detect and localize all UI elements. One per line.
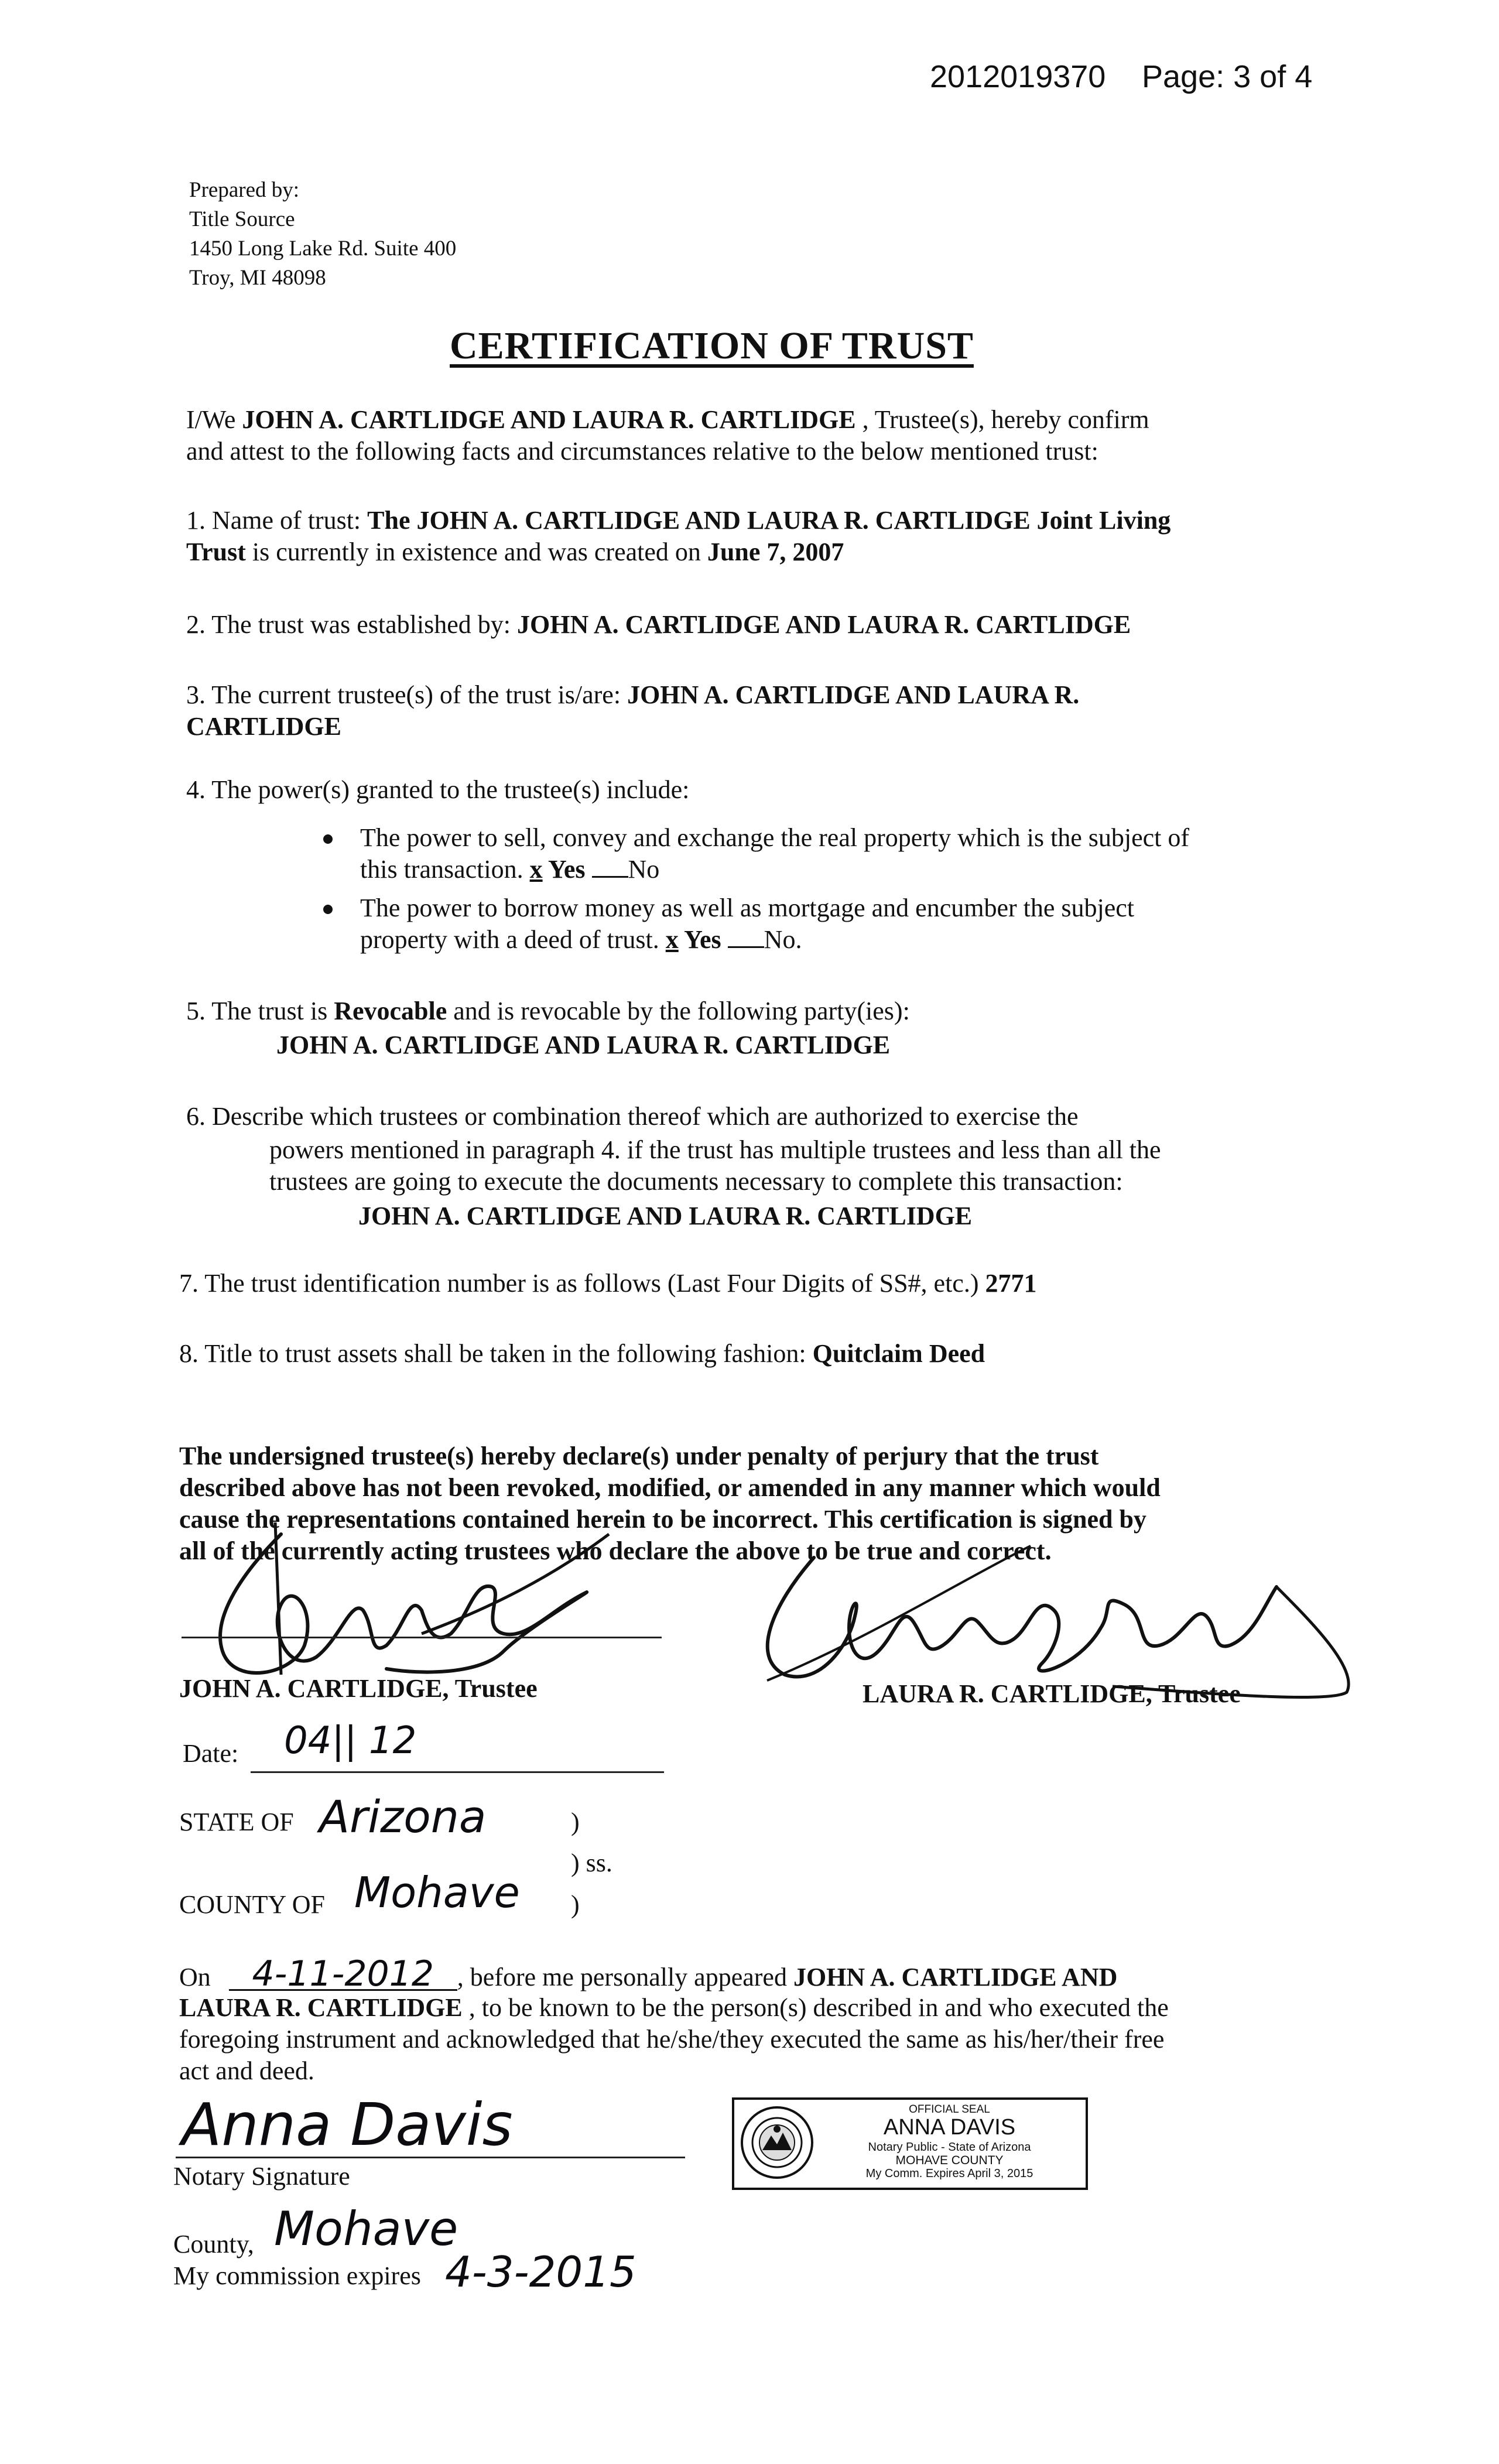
item-4-number: 4. xyxy=(186,775,212,804)
item-8 xyxy=(179,1338,1350,1370)
item-4 xyxy=(186,774,1357,806)
item-6-cont xyxy=(269,1134,1382,1197)
county-paren: ) xyxy=(571,1890,580,1919)
item-5 xyxy=(186,995,1357,1027)
acknowledgment-date: 4-11-2012 xyxy=(229,1959,457,1991)
document-title: CERTIFICATION OF TRUST xyxy=(450,324,974,367)
notary-signature-handwritten: Anna Davis xyxy=(182,2090,513,2159)
item-8-label: Title to trust assets shall be taken in the following fashion: xyxy=(204,1339,813,1368)
prepared-by-block xyxy=(189,176,456,293)
trustee1-signature xyxy=(176,1499,703,1698)
item-6-value xyxy=(358,1200,972,1232)
authorized-trustees: JOHN A. CARTLIDGE AND LAURA R. CARTLIDGE xyxy=(358,1202,973,1230)
state-seal-icon xyxy=(739,2103,815,2182)
item-4-label: The power(s) granted to the trustee(s) include: xyxy=(211,775,690,804)
power-sell xyxy=(360,822,1356,885)
item-8-number: 8. xyxy=(179,1339,205,1368)
item-7-number: 7. xyxy=(179,1269,205,1298)
power-sell-x-mark: x xyxy=(529,855,543,884)
ack-text3: foregoing instrument and acknowledged that he/she/they executed the same as his/her/their free xyxy=(179,2025,1165,2054)
prepared-by-label: Prepared by: xyxy=(189,178,300,202)
intro-prefix: I/We xyxy=(186,405,242,434)
item-5-text2: and is revocable by the following party(ies): xyxy=(447,997,910,1025)
item-7-label: The trust identification number is as follows (Last Four Digits of SS#, etc.) xyxy=(204,1269,985,1298)
power-borrow-blank xyxy=(728,943,764,948)
trustee2-name: LAURA R. CARTLIDGE, Trustee xyxy=(863,1679,1241,1708)
intro-rest: , Trustee(s), hereby confirm xyxy=(855,405,1149,434)
item-2-number: 2. xyxy=(186,610,212,639)
commission-label: My commission expires xyxy=(173,2261,421,2290)
power-borrow-no: No. xyxy=(764,925,802,954)
ack-names2: LAURA R. CARTLIDGE xyxy=(179,1993,463,2022)
acknowledgment-line1 xyxy=(179,1953,1356,1994)
trustee1-name: JOHN A. CARTLIDGE, Trustee xyxy=(179,1674,538,1703)
trust-name: The JOHN A. CARTLIDGE AND LAURA R. CARTLIDGE Joint Living xyxy=(367,506,1171,535)
trust-name-cont: Trust xyxy=(186,538,246,566)
item-3 xyxy=(186,679,1357,742)
prepared-by-street: 1450 Long Lake Rd. Suite 400 xyxy=(189,237,457,261)
prepared-by-city: Troy, MI 48098 xyxy=(189,266,326,290)
ack-text1: , before me personally appeared xyxy=(457,1963,793,1991)
page-indicator: Page: 3 of 4 xyxy=(1142,59,1313,94)
date-line xyxy=(251,1771,664,1773)
county2-label: County, xyxy=(173,2230,254,2258)
item-3-value-cont: CARTLIDGE xyxy=(186,712,341,741)
state-label: STATE OF xyxy=(179,1808,294,1836)
item-6-line1: Describe which trustees or combination thereof which are authorized to exercise the xyxy=(212,1102,1079,1131)
intro-names: JOHN A. CARTLIDGE AND LAURA R. CARTLIDGE xyxy=(242,405,856,434)
ss-label: ) ss. xyxy=(571,1849,612,1877)
item-2-label: The trust was established by: xyxy=(211,610,518,639)
power-borrow-line1: The power to borrow money as well as mortgage and encumber the subject xyxy=(360,894,1135,922)
item-3-label: The current trustee(s) of the trust is/are: xyxy=(211,680,628,709)
item-5-value xyxy=(276,1029,890,1061)
item-6-line2: powers mentioned in paragraph 4. if the trust has multiple trustees and less than all the xyxy=(269,1135,1161,1164)
power-borrow-x-mark: x xyxy=(665,925,679,954)
trust-id-number: 2771 xyxy=(985,1269,1037,1298)
county-label: COUNTY OF xyxy=(179,1890,325,1919)
bullet-icon xyxy=(323,905,333,914)
document-number: 2012019370 xyxy=(930,59,1106,94)
power-sell-blank xyxy=(592,872,628,878)
state-paren: ) xyxy=(571,1808,580,1836)
commission-handwritten: 4-3-2015 xyxy=(445,2247,636,2297)
declaration-line2: described above has not been revoked, modified, or amended in any manner which would xyxy=(179,1473,1161,1502)
on-label: On xyxy=(179,1963,211,1991)
seal-text xyxy=(816,2100,1083,2188)
revocable-status: Revocable xyxy=(334,997,447,1025)
declaration-line1: The undersigned trustee(s) hereby declare(s) under penalty of perjury that the trust xyxy=(179,1442,1099,1470)
item-2-value: JOHN A. CARTLIDGE AND LAURA R. CARTLIDGE xyxy=(517,610,1131,639)
power-sell-line1: The power to sell, convey and exchange the real property which is the subject of xyxy=(360,823,1190,852)
county-handwritten: Mohave xyxy=(354,1868,520,1917)
seal-line3: My Comm. Expires April 3, 2015 xyxy=(865,2167,1033,2180)
power-borrow xyxy=(360,892,1356,956)
item-1-number: 1. xyxy=(186,506,212,535)
power-borrow-line2: property with a deed of trust. xyxy=(360,925,666,954)
ack-text4: act and deed. xyxy=(179,2056,314,2085)
date-handwritten: 04|| 12 xyxy=(284,1719,417,1763)
county2-handwritten: Mohave xyxy=(274,2202,458,2256)
intro-paragraph xyxy=(186,404,1357,467)
item-6-number: 6. xyxy=(186,1102,212,1131)
item-7 xyxy=(179,1268,1350,1299)
item-2 xyxy=(186,609,1357,641)
item-6 xyxy=(186,1101,1357,1132)
state-handwritten: Arizona xyxy=(319,1791,487,1843)
notary-signature-label: Notary Signature xyxy=(173,2162,350,2191)
power-borrow-yes: Yes xyxy=(678,925,728,954)
declaration-line3: cause the representations contained herein to be incorrect. This certification is signed by xyxy=(179,1505,1147,1534)
item-5-number: 5. xyxy=(186,997,212,1025)
power-sell-yes: Yes xyxy=(542,855,592,884)
item-1 xyxy=(186,505,1357,568)
notary-signature-line xyxy=(176,2157,685,2158)
trust-date: June 7, 2007 xyxy=(707,538,844,566)
item-6-line3: trustees are going to execute the documents necessary to complete this transaction: xyxy=(269,1167,1123,1196)
seal-title: OFFICIAL SEAL xyxy=(909,2103,990,2116)
revocable-by: JOHN A. CARTLIDGE AND LAURA R. CARTLIDGE xyxy=(276,1031,891,1059)
acknowledgment-rest xyxy=(179,1992,1356,2087)
power-sell-no: No xyxy=(628,855,660,884)
seal-line2: MOHAVE COUNTY xyxy=(895,2154,1004,2167)
title-fashion: Quitclaim Deed xyxy=(812,1339,985,1368)
official-seal xyxy=(732,2097,1088,2190)
item-5-text1: The trust is xyxy=(211,997,334,1025)
item-3-number: 3. xyxy=(186,680,212,709)
seal-notary-name: ANNA DAVIS xyxy=(883,2115,1016,2140)
ack-text2: , to be known to be the person(s) described in and who executed the xyxy=(462,1993,1169,2022)
declaration-line4: all of the currently acting trustees who declare the above to be true and correct. xyxy=(179,1536,1052,1565)
item-1-label: Name of trust: xyxy=(212,506,368,535)
item-3-value: JOHN A. CARTLIDGE AND LAURA R. xyxy=(627,680,1080,709)
bullet-icon xyxy=(323,834,333,844)
ack-names1: JOHN A. CARTLIDGE AND xyxy=(793,1963,1118,1991)
trustee1-signature-line xyxy=(182,1637,662,1638)
intro-line2: and attest to the following facts and circumstances relative to the below mentioned trust: xyxy=(186,437,1098,466)
seal-line1: Notary Public - State of Arizona xyxy=(868,2141,1031,2154)
date-label: Date: xyxy=(183,1739,239,1768)
prepared-by-company: Title Source xyxy=(189,207,295,231)
item-1-rest: is currently in existence and was created on xyxy=(245,538,707,566)
power-sell-line2: this transaction. xyxy=(360,855,530,884)
